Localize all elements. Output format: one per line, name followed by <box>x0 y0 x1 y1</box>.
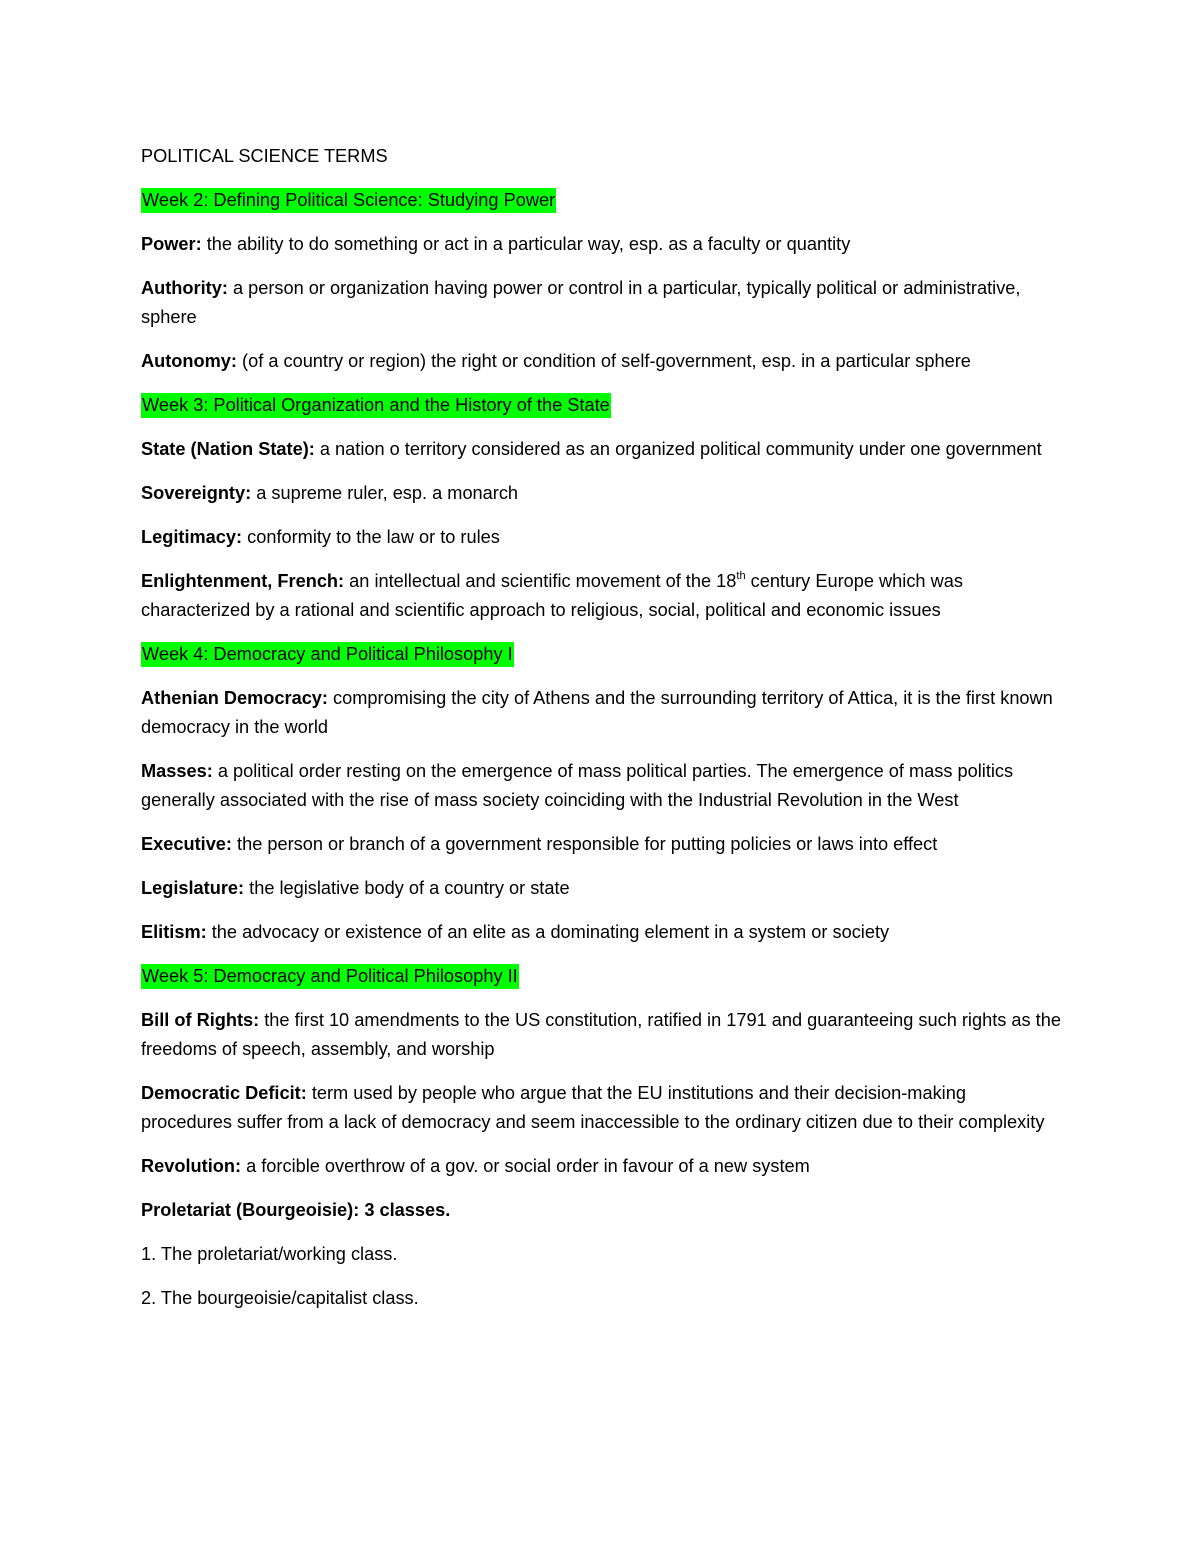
definition-part-2: century Europe which was characterized by a rational and scientific approach to religious, social, political and economic issues <box>141 571 963 620</box>
term: Proletariat (Bourgeoisie): 3 classes. <box>141 1200 451 1220</box>
term-entry-legitimacy <box>141 523 1061 552</box>
highlight: Week 3: Political Organization and the History of the State <box>141 393 611 418</box>
list-number: 1. <box>141 1244 157 1264</box>
section-heading-week-4 <box>141 640 1061 669</box>
term-entry-bill-of-rights <box>141 1006 1061 1064</box>
term-entry-executive <box>141 830 1061 859</box>
definition: a political order resting on the emergence of mass political parties. The emergence of mass politics generally associated with the rise of mass society coinciding with the Industrial Revolution in the West <box>141 761 1014 810</box>
list-item <box>141 1240 1061 1269</box>
term: Athenian Democracy: <box>141 688 328 708</box>
list-text: The proletariat/working class. <box>156 1244 398 1264</box>
definition: the legislative body of a country or state <box>244 878 570 898</box>
term: Legitimacy: <box>141 527 243 547</box>
ordinal-superscript: th <box>736 569 746 582</box>
term: Sovereignty: <box>141 483 252 503</box>
term-entry-athenian-democracy <box>141 684 1061 742</box>
list-number: 2. <box>141 1288 157 1308</box>
definition-part-1: an intellectual and scientific movement of the 18 <box>344 571 737 591</box>
term: Autonomy: <box>141 351 237 371</box>
term-entry-elitism <box>141 918 1061 947</box>
term-entry-power <box>141 230 1061 259</box>
term: Power: <box>141 234 202 254</box>
definition: a nation o territory considered as an organized political community under one government <box>314 439 1042 459</box>
term: Enlightenment, French: <box>141 571 345 591</box>
list-text: The bourgeoisie/capitalist class. <box>156 1288 419 1308</box>
definition: the advocacy or existence of an elite as a dominating element in a system or society <box>206 922 890 942</box>
definition: a supreme ruler, esp. a monarch <box>251 483 519 503</box>
definition: the person or branch of a government responsible for putting policies or laws into effect <box>231 834 938 854</box>
definition: the ability to do something or act in a particular way, esp. as a faculty or quantity <box>201 234 851 254</box>
term-entry-revolution <box>141 1152 1061 1181</box>
definition: term used by people who argue that the EU institutions and their decision-making procedures suffer from a lack of democracy and seem inaccessible to the ordinary citizen due to their complexity <box>141 1083 1045 1132</box>
document-page <box>141 142 1061 1328</box>
term: Legislature: <box>141 878 245 898</box>
term-entry-masses <box>141 757 1061 815</box>
definition: the first 10 amendments to the US constitution, ratified in 1791 and guaranteeing such rights as the freedoms of speech, assembly, and worship <box>141 1010 1061 1059</box>
term: Democratic Deficit: <box>141 1083 307 1103</box>
definition: (of a country or region) the right or condition of self-government, esp. in a particular sphere <box>236 351 971 371</box>
term: State (Nation State): <box>141 439 315 459</box>
term-entry-autonomy <box>141 347 1061 376</box>
definition: a forcible overthrow of a gov. or social order in favour of a new system <box>241 1156 810 1176</box>
highlight: Week 4: Democracy and Political Philosophy I <box>141 642 514 667</box>
section-heading-week-5 <box>141 962 1061 991</box>
term-entry-proletariat <box>141 1196 1061 1225</box>
highlight: Week 5: Democracy and Political Philosophy II <box>141 964 519 989</box>
term-entry-democratic-deficit <box>141 1079 1061 1137</box>
term-entry-state <box>141 435 1061 464</box>
term: Masses: <box>141 761 213 781</box>
term-entry-enlightenment <box>141 567 1061 625</box>
term: Revolution: <box>141 1156 242 1176</box>
term: Authority: <box>141 278 228 298</box>
list-item <box>141 1284 1061 1313</box>
term-entry-authority <box>141 274 1061 332</box>
section-heading-week-3 <box>141 391 1061 420</box>
highlight: Week 2: Defining Political Science: Studying Power <box>141 188 556 213</box>
term: Executive: <box>141 834 232 854</box>
section-heading-week-2 <box>141 186 1061 215</box>
term-entry-legislature <box>141 874 1061 903</box>
definition: compromising the city of Athens and the surrounding territory of Attica, it is the first known democracy in the world <box>141 688 1053 737</box>
term-entry-sovereignty <box>141 479 1061 508</box>
document-title: POLITICAL SCIENCE TERMS <box>141 146 388 166</box>
term: Bill of Rights: <box>141 1010 260 1030</box>
definition: a person or organization having power or control in a particular, typically political or administrative, sphere <box>141 278 1021 327</box>
definition: conformity to the law or to rules <box>242 527 500 547</box>
term: Elitism: <box>141 922 207 942</box>
